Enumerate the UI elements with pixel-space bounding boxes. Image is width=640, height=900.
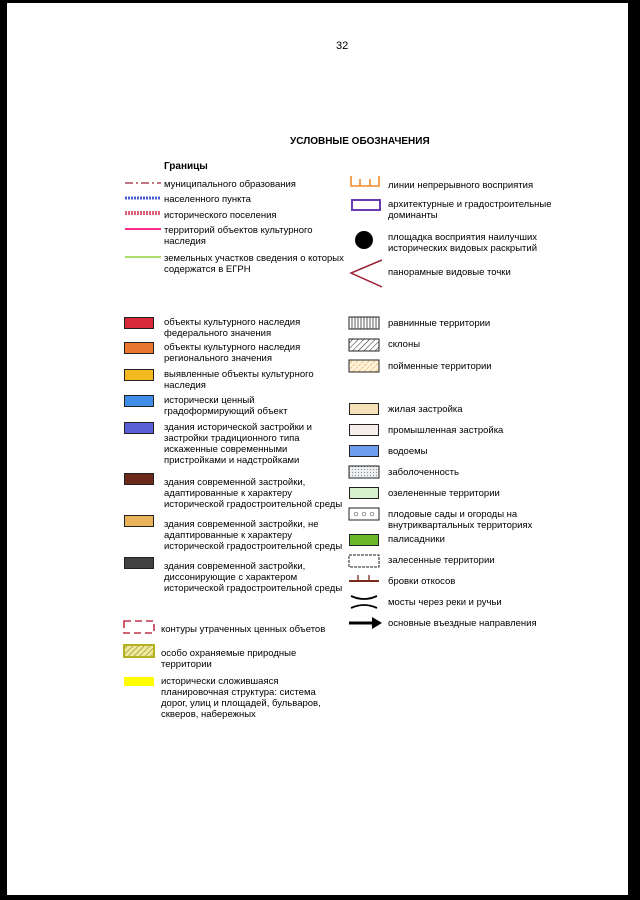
boundary-label: земельных участков сведения о которых содержатся в ЕГРН <box>164 253 344 275</box>
dissonant-modern-swatch <box>124 557 154 569</box>
viewpoint-platform-icon <box>354 230 374 250</box>
legend-label: здания современной застройки, адаптированные к характеру исторической градостроительной среды <box>164 477 343 510</box>
legend-label: бровки откосов <box>388 576 456 587</box>
industrial-swatch <box>349 424 379 436</box>
legend-label: объекты культурного наследия федерального значения <box>164 317 301 339</box>
boundary-label: населенного пункта <box>164 194 251 205</box>
page-number: 32 <box>336 40 349 52</box>
slope-edge-icon <box>348 572 380 586</box>
floodplain-swatch <box>348 359 380 373</box>
legend-label: исторически ценный градоформирующий объект <box>164 395 288 417</box>
legend-label: здания современной застройки, не адаптированные к характеру исторической градостроительной среды <box>164 519 343 552</box>
settlement-boundary-line-icon <box>125 195 161 201</box>
document-page <box>7 3 628 895</box>
legend-label: пойменные территории <box>388 361 492 372</box>
legend-label: жилая застройка <box>388 404 463 415</box>
legend-label: мосты через реки и ручьи <box>388 597 502 608</box>
dominant-label: архитектурные и градостроительные доминанты <box>388 199 552 221</box>
legend-label: равнинные территории <box>388 318 491 329</box>
perception-label: линии непрерывного восприятия <box>388 180 534 191</box>
perception-line-icon <box>350 176 380 188</box>
legend-label: здания современной застройки, диссонирующие с характером исторической градостроительной среды <box>164 561 343 594</box>
panorama-point-icon <box>349 259 383 289</box>
legend-label: исторически сложившаяся планировочная структура: система дорог, улиц и площадей, бульваров, скверов, набережных <box>161 676 321 720</box>
distorted-historic-swatch <box>124 422 154 434</box>
boundary-label: муниципального образования <box>164 179 296 190</box>
federal-heritage-swatch <box>124 317 154 329</box>
lost-object-contour-icon <box>123 620 155 634</box>
legend-title: УСЛОВНЫЕ ОБОЗНАЧЕНИЯ <box>290 136 430 147</box>
regional-heritage-swatch <box>124 342 154 354</box>
heritage-territory-boundary-line-icon <box>125 226 161 232</box>
legend-label: выявленные объекты культурного наследия <box>164 369 314 391</box>
front-gardens-swatch <box>349 534 379 546</box>
legend-label: промышленная застройка <box>388 425 504 436</box>
boundary-label: исторического поселения <box>164 210 277 221</box>
legend-label: водоемы <box>388 446 428 457</box>
forest-swatch <box>348 554 380 568</box>
legend-label: контуры утраченных ценных объетов <box>161 624 326 635</box>
egrn-plot-boundary-line-icon <box>125 254 161 260</box>
non-adapted-modern-swatch <box>124 515 154 527</box>
legend-label: залесенные территории <box>388 555 495 566</box>
bridge-icon <box>350 592 378 612</box>
historic-settlement-boundary-line-icon <box>125 210 161 216</box>
orchards-swatch <box>348 507 380 521</box>
legend-label: здания исторической застройки и застройки традиционного типа искаженные современными пристройками и надстройками <box>164 422 312 466</box>
legend-label: склоны <box>388 339 421 350</box>
housing-swatch <box>349 403 379 415</box>
adapted-modern-swatch <box>124 473 154 485</box>
swamp-swatch <box>348 465 380 479</box>
municipal-boundary-line-icon <box>125 180 161 186</box>
legend-label: заболоченность <box>388 467 459 478</box>
water-swatch <box>349 445 379 457</box>
entry-direction-arrow-icon <box>348 617 382 629</box>
slope-swatch <box>348 338 380 352</box>
viewpoint-label: площадка восприятия наилучших исторических видовых раскрытий <box>388 232 538 254</box>
legend-label: особо охраняемые природные территории <box>161 648 297 670</box>
planning-structure-swatch <box>124 677 154 686</box>
legend-label: основные въездные направления <box>388 618 537 629</box>
protected-nature-swatch <box>123 644 155 658</box>
legend-label: палисадники <box>388 534 445 545</box>
valuable-object-swatch <box>124 395 154 407</box>
greens-swatch <box>349 487 379 499</box>
legend-label: объекты культурного наследия регионального значения <box>164 342 301 364</box>
legend-label: плодовые сады и огороды на внутриквартальных территориях <box>388 509 533 531</box>
panorama-label: панорамные видовые точки <box>388 267 511 278</box>
boundaries-heading: Границы <box>164 161 208 172</box>
identified-heritage-swatch <box>124 369 154 381</box>
boundary-label: территорий объектов культурного наследия <box>164 225 313 247</box>
legend-label: озелененные территории <box>388 488 500 499</box>
plain-territory-swatch <box>348 316 380 330</box>
dominant-icon <box>351 199 381 211</box>
